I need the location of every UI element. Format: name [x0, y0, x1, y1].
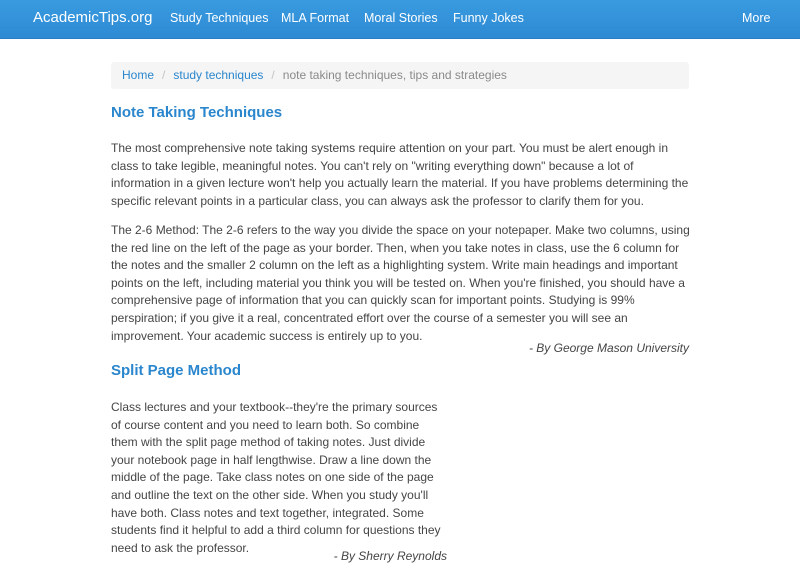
split-page-paragraph: Class lectures and your textbook--they're the primary sources of course content and you need to learn both. So combine them with the split page method of taking notes. Just divide your notebook page in half lengthwise. Draw a line down the middle of the page. Take class notes on one side of the page and outline the text on the other side. When you study you'll have both. Class notes and text together, integrated. Some students find it helpful to add a third column for questions they need to ask the professor.: [111, 400, 441, 555]
nav-link-funny-jokes[interactable]: Funny Jokes: [453, 11, 524, 25]
breadcrumb-section-link[interactable]: study techniques: [173, 68, 264, 82]
breadcrumb-current: note taking techniques, tips and strategies: [282, 68, 507, 82]
breadcrumb: [111, 62, 689, 89]
note-taking-heading: Note Taking Techniques: [111, 104, 283, 121]
site-brand-link[interactable]: AcademicTips.org: [33, 9, 153, 26]
split-page-heading: Split Page Method: [111, 362, 242, 379]
breadcrumb-separator: /: [271, 68, 275, 82]
nav-more-dropdown[interactable]: More: [742, 11, 771, 25]
nav-link-moral-stories[interactable]: Moral Stories: [364, 11, 438, 25]
nav-link-study-techniques[interactable]: Study Techniques: [170, 11, 269, 25]
intro-paragraph: The most comprehensive note taking systems require attention on your part. You must be alert enough in class to take legible, meaningful notes. You can't rely on "writing everything down" because a lot of information in a given lecture won't help you actually learn the material. If you have problems determining the specific relevant points in a particular class, you can always ask the professor to clarify them for you.: [111, 141, 689, 208]
two-six-method-paragraph: The 2-6 Method: The 2-6 refers to the way you divide the space on your notepaper. Make two columns, using the red line on the left of the page as your border. Then, when you take notes in class, use the 6 column for the notes and the smaller 2 column on the left as a highlighting system. Write main headings and important points on the left, including material you think you will be tested on. When you're finished, you should have a comprehensive page of information that you can quickly scan for important points. Studying is 99% perspiration; if you give it a real, concentrated effort over the course of a semester you will see an improvement. Your academic success is entirely up to you.: [111, 223, 690, 343]
sherry-reynolds-attribution: - By Sherry Reynolds: [333, 549, 447, 563]
nav-link-mla-format[interactable]: MLA Format: [281, 11, 350, 25]
george-mason-attribution: - By George Mason University: [528, 341, 689, 355]
top-navbar: [0, 0, 800, 39]
breadcrumb-home-link[interactable]: Home: [122, 68, 155, 82]
breadcrumb-separator: /: [162, 68, 166, 82]
